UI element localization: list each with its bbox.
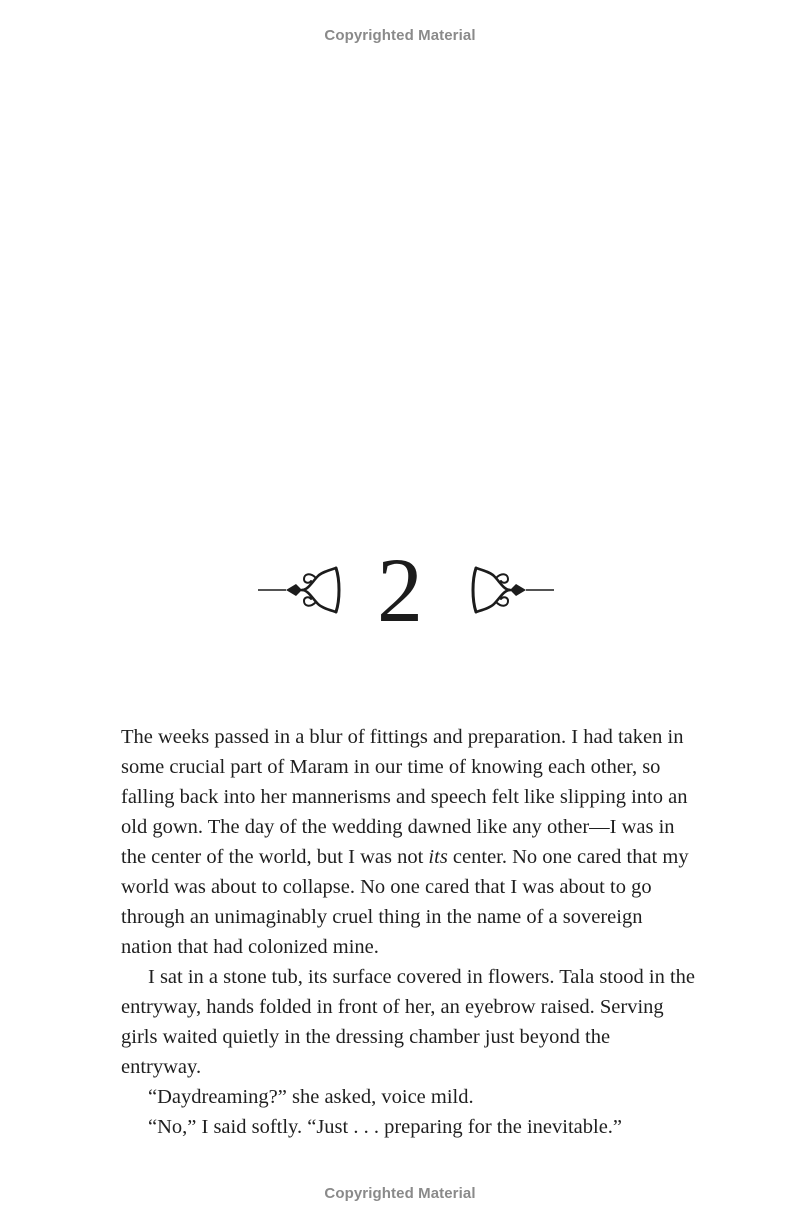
chapter-body-text [121, 722, 695, 1142]
paragraph-4: “No,” I said softly. “Just . . . preparing for the inevitable.” [148, 1116, 623, 1138]
chapter-heading [0, 540, 800, 640]
decorative-scroll-right-icon [466, 562, 556, 618]
decorative-scroll-left-icon [256, 562, 346, 618]
paragraph-1-emphasis: its [428, 846, 448, 868]
paragraph-1 [121, 722, 695, 962]
paragraph-2: I sat in a stone tub, its surface covered in flowers. Tala stood in the entryway, hands folded in front of her, an eyebrow raised. Serving girls waited quietly in the dressing chamber just beyond the entryway. [121, 966, 695, 1078]
paragraph-1-text-end: center. No one cared that my world was about to collapse. No one cared that I was about to go through an unimaginably cruel thing in the name of a sovereign nation that had colonized mine. [121, 846, 689, 958]
paragraph-3: “Daydreaming?” she asked, voice mild. [148, 1086, 474, 1108]
chapter-number: 2 [377, 539, 423, 641]
watermark-bottom: Copyrighted Material [324, 1185, 476, 1202]
paragraph-1-text-start: The weeks passed in a blur of fittings and preparation. I had taken in some crucial part of Maram in our time of knowing each other, so falling back into her mannerisms and speech felt like slipping into an old gown. The day of the wedding dawned like any other—I was in the center of the world, but I was not [121, 726, 688, 868]
watermark-top: Copyrighted Material [324, 27, 476, 44]
